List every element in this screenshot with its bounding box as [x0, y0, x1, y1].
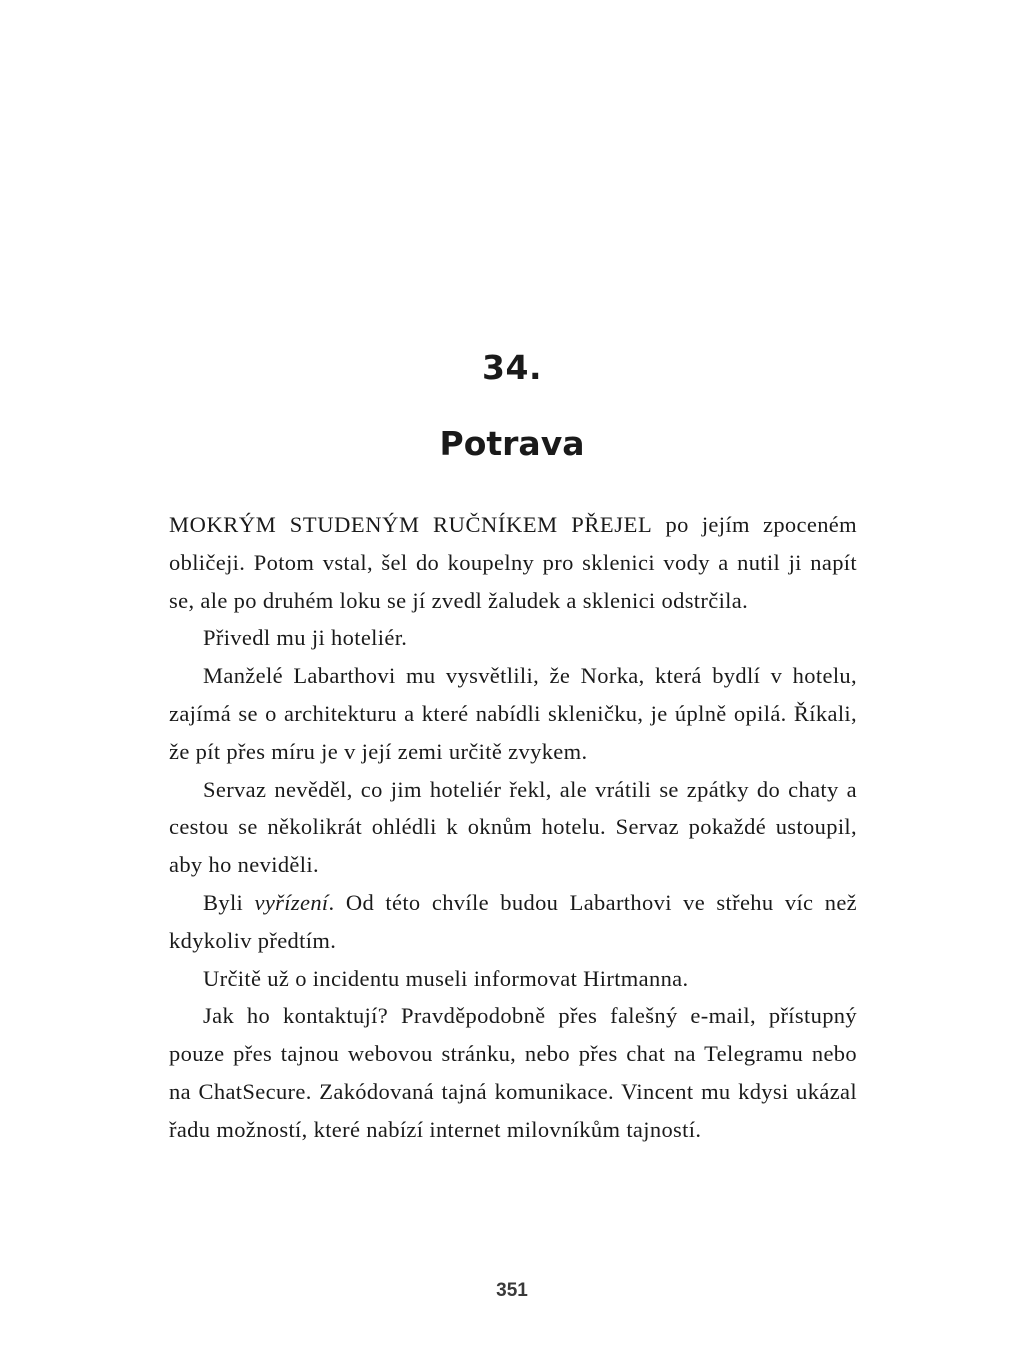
paragraph: Servaz nevěděl, co jim hoteliér řekl, ale vrátili se zpátky do chaty a cestou se několikrát ohlédli k oknům hotelu. Servaz pokaždé ustoupil, aby ho neviděli.: [169, 776, 857, 878]
chapter-title: Potrava: [439, 424, 585, 463]
paragraph: [169, 506, 857, 619]
chapter-body: [169, 506, 857, 1149]
paragraph: [169, 884, 857, 960]
paragraph-text: . Od této chvíle budou Labarthovi ve střehu víc než kdykoliv předtím.: [169, 889, 857, 953]
page-number: 351: [496, 1280, 528, 1301]
paragraph-text: Byli: [203, 889, 255, 915]
paragraph: Jak ho kontaktují? Pravděpodobně přes falešný e-mail, přístupný pouze přes tajnou webovou stránku, nebo přes chat na Telegramu nebo na ChatSecure. Zakódovaná tajná komunikace. Vincent mu kdysi ukázal řadu možností, které nabízí internet milovníkům tajností.: [169, 1003, 857, 1142]
paragraph-text: po jejím zpoceném obličeji. Potom vstal, šel do koupelny pro sklenici vody a nutil ji napít se, ale po druhém loku se jí zvedl žaludek a sklenici odstrčila.: [169, 512, 857, 613]
emphasized-word: vyřízení: [254, 889, 329, 915]
paragraph: Manželé Labarthovi mu vysvětlili, že Norka, která bydlí v hotelu, zajímá se o architekturu a které nabídli skleničku, je úplně opilá. Říkali, že pít přes míru je v její zemi určitě zvykem.: [169, 663, 857, 764]
paragraph: Přivedl mu ji hoteliér.: [203, 625, 408, 651]
chapter-number: 34.: [482, 348, 542, 387]
paragraph-lead-in: MOKRÝM STUDENÝM RUČNÍKEM PŘEJEL: [169, 512, 653, 537]
paragraph: Určitě už o incidentu museli informovat Hirtmanna.: [203, 965, 689, 991]
